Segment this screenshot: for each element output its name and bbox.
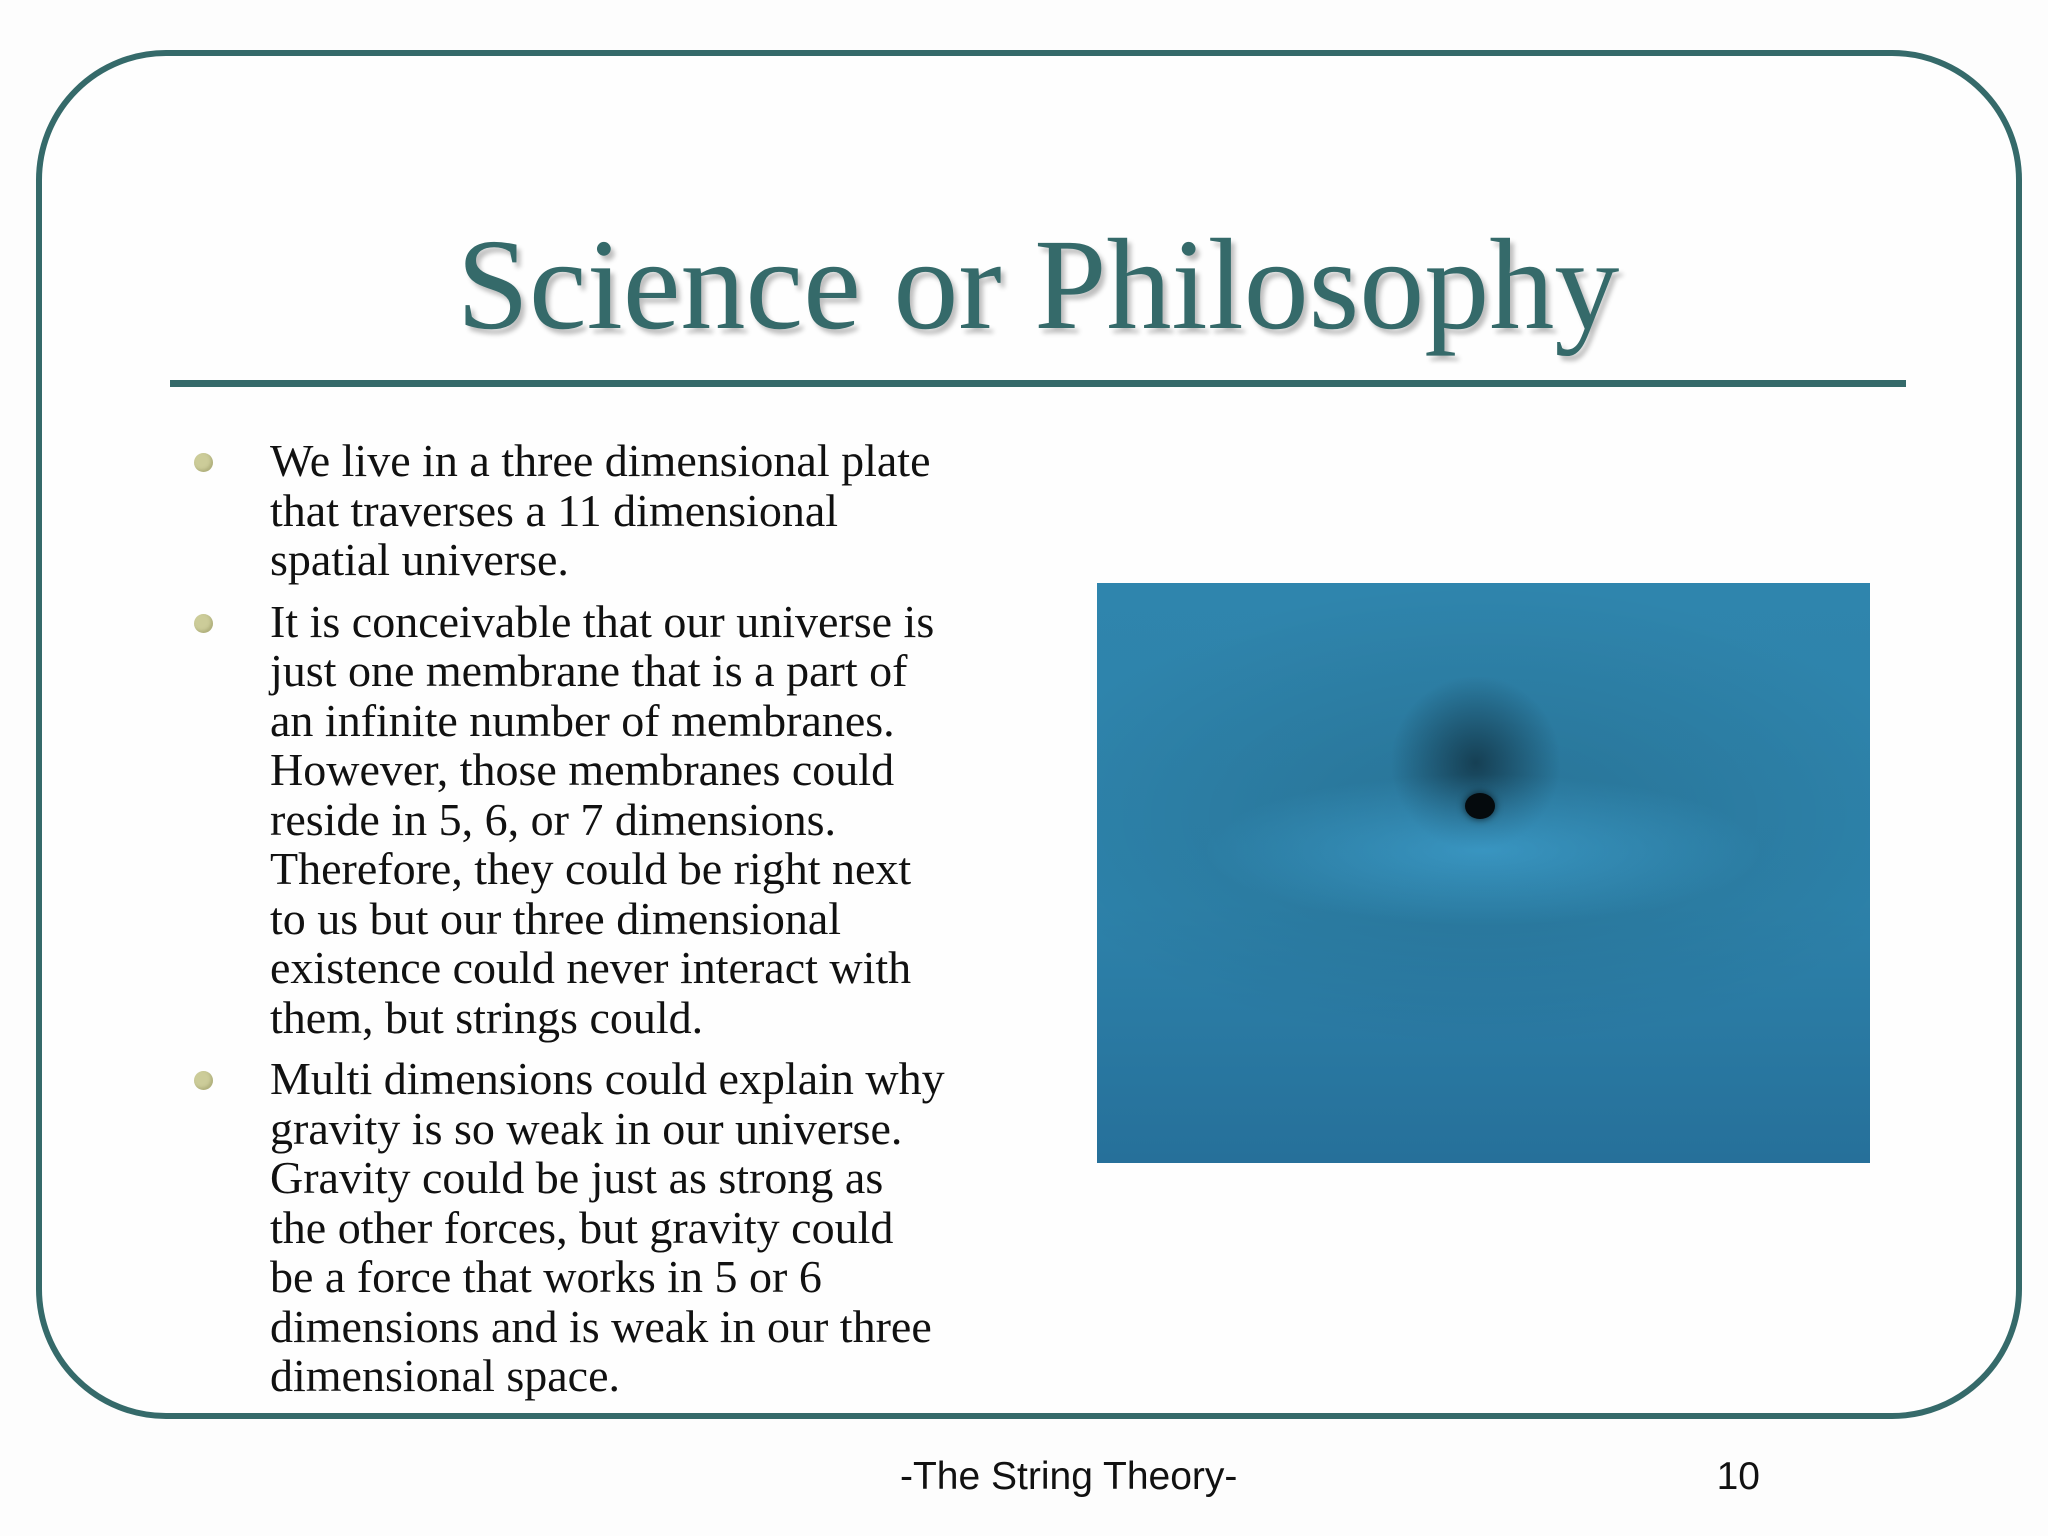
bullet-line: Therefore, they could be right next xyxy=(270,843,912,894)
bullet-line: However, those membranes could xyxy=(270,744,895,795)
bullet-item-3 xyxy=(190,1054,1030,1401)
bullet-line: them, but strings could. xyxy=(270,991,704,1043)
bullet-line: reside in 5, 6, or 7 dimensions. xyxy=(270,793,836,845)
slide-number: 10 xyxy=(1716,1455,1760,1498)
bullet-line: existence could never interact with xyxy=(270,942,912,993)
slide-footer: -The String Theory- xyxy=(900,1455,1238,1498)
title-divider xyxy=(170,380,1906,387)
bullet-line: We live in a three dimensional plate xyxy=(270,435,931,486)
bullet-line: Gravity could be just as strong as xyxy=(270,1152,884,1203)
round-bullet-icon xyxy=(194,614,213,633)
slide-title: Science or Philosophy xyxy=(456,213,1620,357)
bullet-item-1 xyxy=(190,436,1030,585)
bullet-list xyxy=(190,436,1030,1413)
bullet-line: the other forces, but gravity could xyxy=(270,1201,894,1253)
round-bullet-icon xyxy=(194,1071,213,1090)
spacetime-membrane-image xyxy=(1097,583,1870,1163)
bullet-line: spatial universe. xyxy=(270,534,569,585)
bullet-line: gravity is so weak in our universe. xyxy=(270,1102,903,1154)
bullet-line: It is conceivable that our universe is xyxy=(270,595,935,647)
bullet-line: an infinite number of membranes. xyxy=(270,694,895,746)
bullet-line: just one membrane that is a part of xyxy=(270,645,908,696)
bullet-line: to us but our three dimensional xyxy=(270,892,842,944)
bullet-line: be a force that works in 5 or 6 xyxy=(270,1251,822,1302)
singularity-dot xyxy=(1465,793,1495,819)
bullet-item-2 xyxy=(190,597,1030,1043)
bullet-line: dimensions and is weak in our three xyxy=(270,1300,932,1352)
round-bullet-icon xyxy=(194,453,213,472)
bullet-line: that traverses a 11 dimensional xyxy=(270,484,839,536)
bullet-line: dimensional space. xyxy=(270,1350,621,1401)
bullet-line: Multi dimensions could explain why xyxy=(270,1053,945,1104)
